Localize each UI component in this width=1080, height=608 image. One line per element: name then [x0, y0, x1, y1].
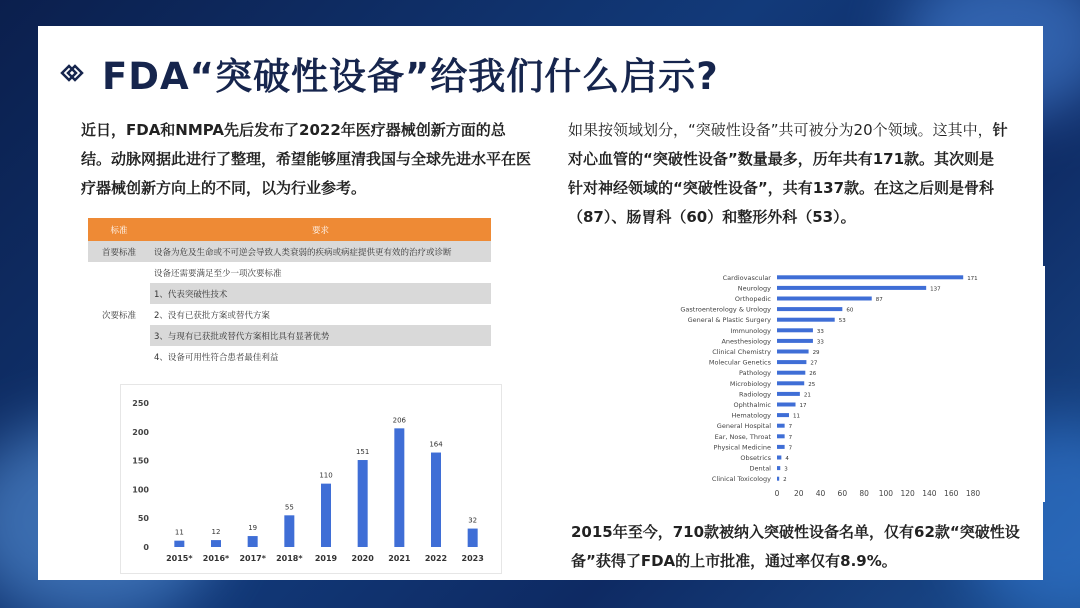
bar — [777, 371, 805, 375]
x-tick-label: 2015* — [166, 554, 193, 563]
data-label: 110 — [319, 471, 333, 480]
content-card — [38, 26, 1043, 580]
x-tick-label: 120 — [900, 489, 915, 498]
data-label: 29 — [812, 350, 820, 356]
y-tick-label: 250 — [132, 399, 149, 408]
x-tick-label: 80 — [859, 489, 869, 498]
y-tick-label: 50 — [137, 514, 149, 524]
category-label: Pathology — [738, 369, 771, 378]
bar — [777, 392, 800, 396]
category-label: General Hospital — [716, 422, 771, 431]
bar — [777, 350, 809, 354]
category-label: Anesthesiology — [721, 337, 771, 346]
bar — [284, 515, 294, 547]
x-tick-label: 2018* — [276, 554, 303, 563]
category-label: Molecular Genetics — [708, 358, 771, 367]
data-label: 137 — [930, 286, 941, 293]
yearly-bar-chart — [121, 385, 501, 573]
bar — [777, 413, 789, 417]
bar — [777, 328, 813, 332]
data-label: 60 — [846, 307, 854, 314]
bar — [777, 477, 779, 481]
bar — [321, 484, 331, 547]
domain-paragraph-part1: 如果按领域划分，“突破性设备”共可被分为20个领域。这其中， — [568, 121, 993, 139]
bar — [777, 456, 781, 460]
bar — [431, 453, 441, 547]
x-tick-label: 2023 — [461, 554, 484, 563]
category-label: Dental — [749, 464, 771, 473]
category-label: Radiology — [738, 390, 771, 399]
bar — [777, 339, 813, 343]
bar — [777, 403, 796, 407]
data-label: 26 — [809, 371, 817, 378]
bar — [777, 297, 872, 301]
category-label: Hematology — [731, 411, 771, 420]
page-title — [60, 44, 719, 102]
category-label: Gastroenterology & Urology — [680, 305, 771, 314]
intro-paragraph: 近日，FDA和NMPA先后发布了2022年医疗器械创新方面的总结。动脉网据此进行了整理，希望能够厘清我国与全球先进水平在医疗器械创新方向上的不同，以为行业参考。 — [81, 121, 532, 197]
category-label: Neurology — [737, 284, 771, 293]
yearly-chart-box — [120, 384, 502, 574]
category-label: Clinical Chemistry — [712, 348, 771, 356]
category-label: Microbiology — [729, 379, 771, 388]
x-tick-label: 180 — [965, 489, 981, 498]
bar — [777, 318, 835, 322]
data-label: 87 — [875, 297, 883, 303]
x-tick-label: 60 — [837, 489, 848, 498]
y-tick-label: 0 — [143, 543, 149, 552]
bar — [358, 460, 368, 547]
data-label: 7 — [788, 445, 793, 452]
data-label: 53 — [838, 318, 846, 325]
bar — [394, 428, 404, 547]
bar — [777, 434, 785, 438]
criteria-secondary-row — [88, 262, 491, 283]
data-label: 19 — [248, 524, 258, 533]
category-label: Clinical Toxicology — [711, 475, 771, 484]
bar — [174, 541, 184, 547]
bar — [777, 307, 842, 311]
diamond-icon — [60, 62, 90, 84]
data-label: 33 — [816, 339, 824, 346]
data-label: 32 — [468, 516, 478, 525]
criteria-secondary-label: 次要标准 — [101, 310, 136, 321]
x-tick-label: 40 — [815, 489, 826, 498]
category-label: Ear, Nose, Throat — [714, 432, 771, 441]
domain-paragraph — [568, 116, 1008, 232]
x-tick-label: 0 — [774, 489, 780, 498]
data-label: 25 — [808, 381, 816, 388]
criteria-secondary-item: 3、与现有已获批或替代方案相比具有显著优势 — [150, 325, 491, 346]
criteria-primary-label: 首要标准 — [88, 241, 150, 262]
bar — [211, 540, 221, 547]
data-label: 7 — [788, 424, 793, 431]
x-tick-label: 2020 — [351, 554, 374, 563]
bar — [777, 466, 780, 470]
criteria-primary-row — [88, 241, 491, 262]
x-tick-label: 2021 — [388, 554, 411, 563]
category-label: Orthopedic — [734, 295, 771, 303]
bar — [777, 445, 785, 449]
data-label: 21 — [803, 392, 811, 399]
data-label: 12 — [211, 528, 221, 537]
category-label: Immunology — [730, 326, 771, 335]
domain-paragraph-part2: 针对心血管的“突破性设备”数量最多，历年共有171款。其次则是针对神经领域的“突破性设备”，共有137款。在这之后则是骨科（87）、肠胃科（60）和整形外科（53）。 — [568, 121, 1008, 226]
data-label: 2 — [783, 477, 787, 484]
bar — [468, 529, 478, 547]
criteria-primary-text: 设备为危及生命或不可逆会导致人类衰弱的疾病或病症提供更有效的治疗或诊断 — [150, 241, 491, 262]
data-label: 206 — [392, 416, 407, 425]
x-tick-label: 20 — [794, 489, 804, 498]
x-tick-label: 2019 — [314, 554, 338, 563]
criteria-header-requirement: 要求 — [150, 218, 491, 241]
data-label: 3 — [784, 466, 788, 473]
approval-summary: 2015年至今，710款被纳入突破性设备名单，仅有62款“突破性设备”获得了FDA的上市批准，通过率仅有8.9%。 — [571, 523, 1020, 570]
x-tick-label: 140 — [922, 489, 937, 498]
title-text: FDA“突破性设备”给我们什么启示? — [102, 55, 719, 98]
category-label: General & Plastic Surgery — [687, 316, 771, 325]
category-label: Cardiovascular — [722, 273, 771, 282]
data-label: 171 — [967, 275, 978, 282]
criteria-secondary-item: 1、代表突破性技术 — [150, 283, 491, 304]
criteria-secondary-item: 4、设备可用性符合患者最佳利益 — [154, 352, 279, 363]
bar — [777, 424, 785, 428]
criteria-header-row — [88, 218, 491, 241]
data-label: 11 — [174, 528, 184, 537]
data-label: 164 — [429, 440, 443, 449]
x-tick-label: 2016* — [202, 554, 230, 563]
data-label: 11 — [792, 413, 800, 420]
data-label: 17 — [799, 403, 807, 409]
y-tick-label: 150 — [132, 456, 149, 466]
data-label: 4 — [785, 456, 789, 462]
y-tick-label: 100 — [132, 485, 149, 495]
bar — [777, 360, 806, 364]
category-label: Ophthalmic — [733, 401, 771, 409]
category-label: Physical Medicine — [713, 443, 771, 452]
x-tick-label: 100 — [878, 489, 894, 498]
criteria-secondary-item: 设备还需要满足至少一项次要标准 — [154, 268, 282, 279]
bar — [248, 536, 258, 547]
domain-bar-chart — [633, 266, 1003, 502]
data-label: 151 — [355, 448, 370, 457]
x-tick-label: 2022 — [424, 554, 448, 563]
data-label: 7 — [788, 434, 793, 441]
criteria-table — [88, 218, 491, 367]
bar — [777, 286, 926, 290]
data-label: 27 — [810, 360, 818, 367]
data-label: 33 — [816, 328, 824, 335]
category-label: Obsetrics — [740, 454, 771, 462]
domain-chart-box — [633, 266, 1045, 502]
criteria-header-standard: 标准 — [88, 218, 150, 241]
x-tick-label: 2017* — [239, 554, 266, 563]
x-tick-label: 160 — [944, 489, 959, 498]
criteria-secondary-item: 2、没有已获批方案或替代方案 — [154, 310, 270, 321]
y-tick-label: 200 — [132, 427, 149, 437]
bar — [777, 275, 963, 279]
bar — [777, 381, 804, 385]
data-label: 55 — [284, 503, 294, 512]
